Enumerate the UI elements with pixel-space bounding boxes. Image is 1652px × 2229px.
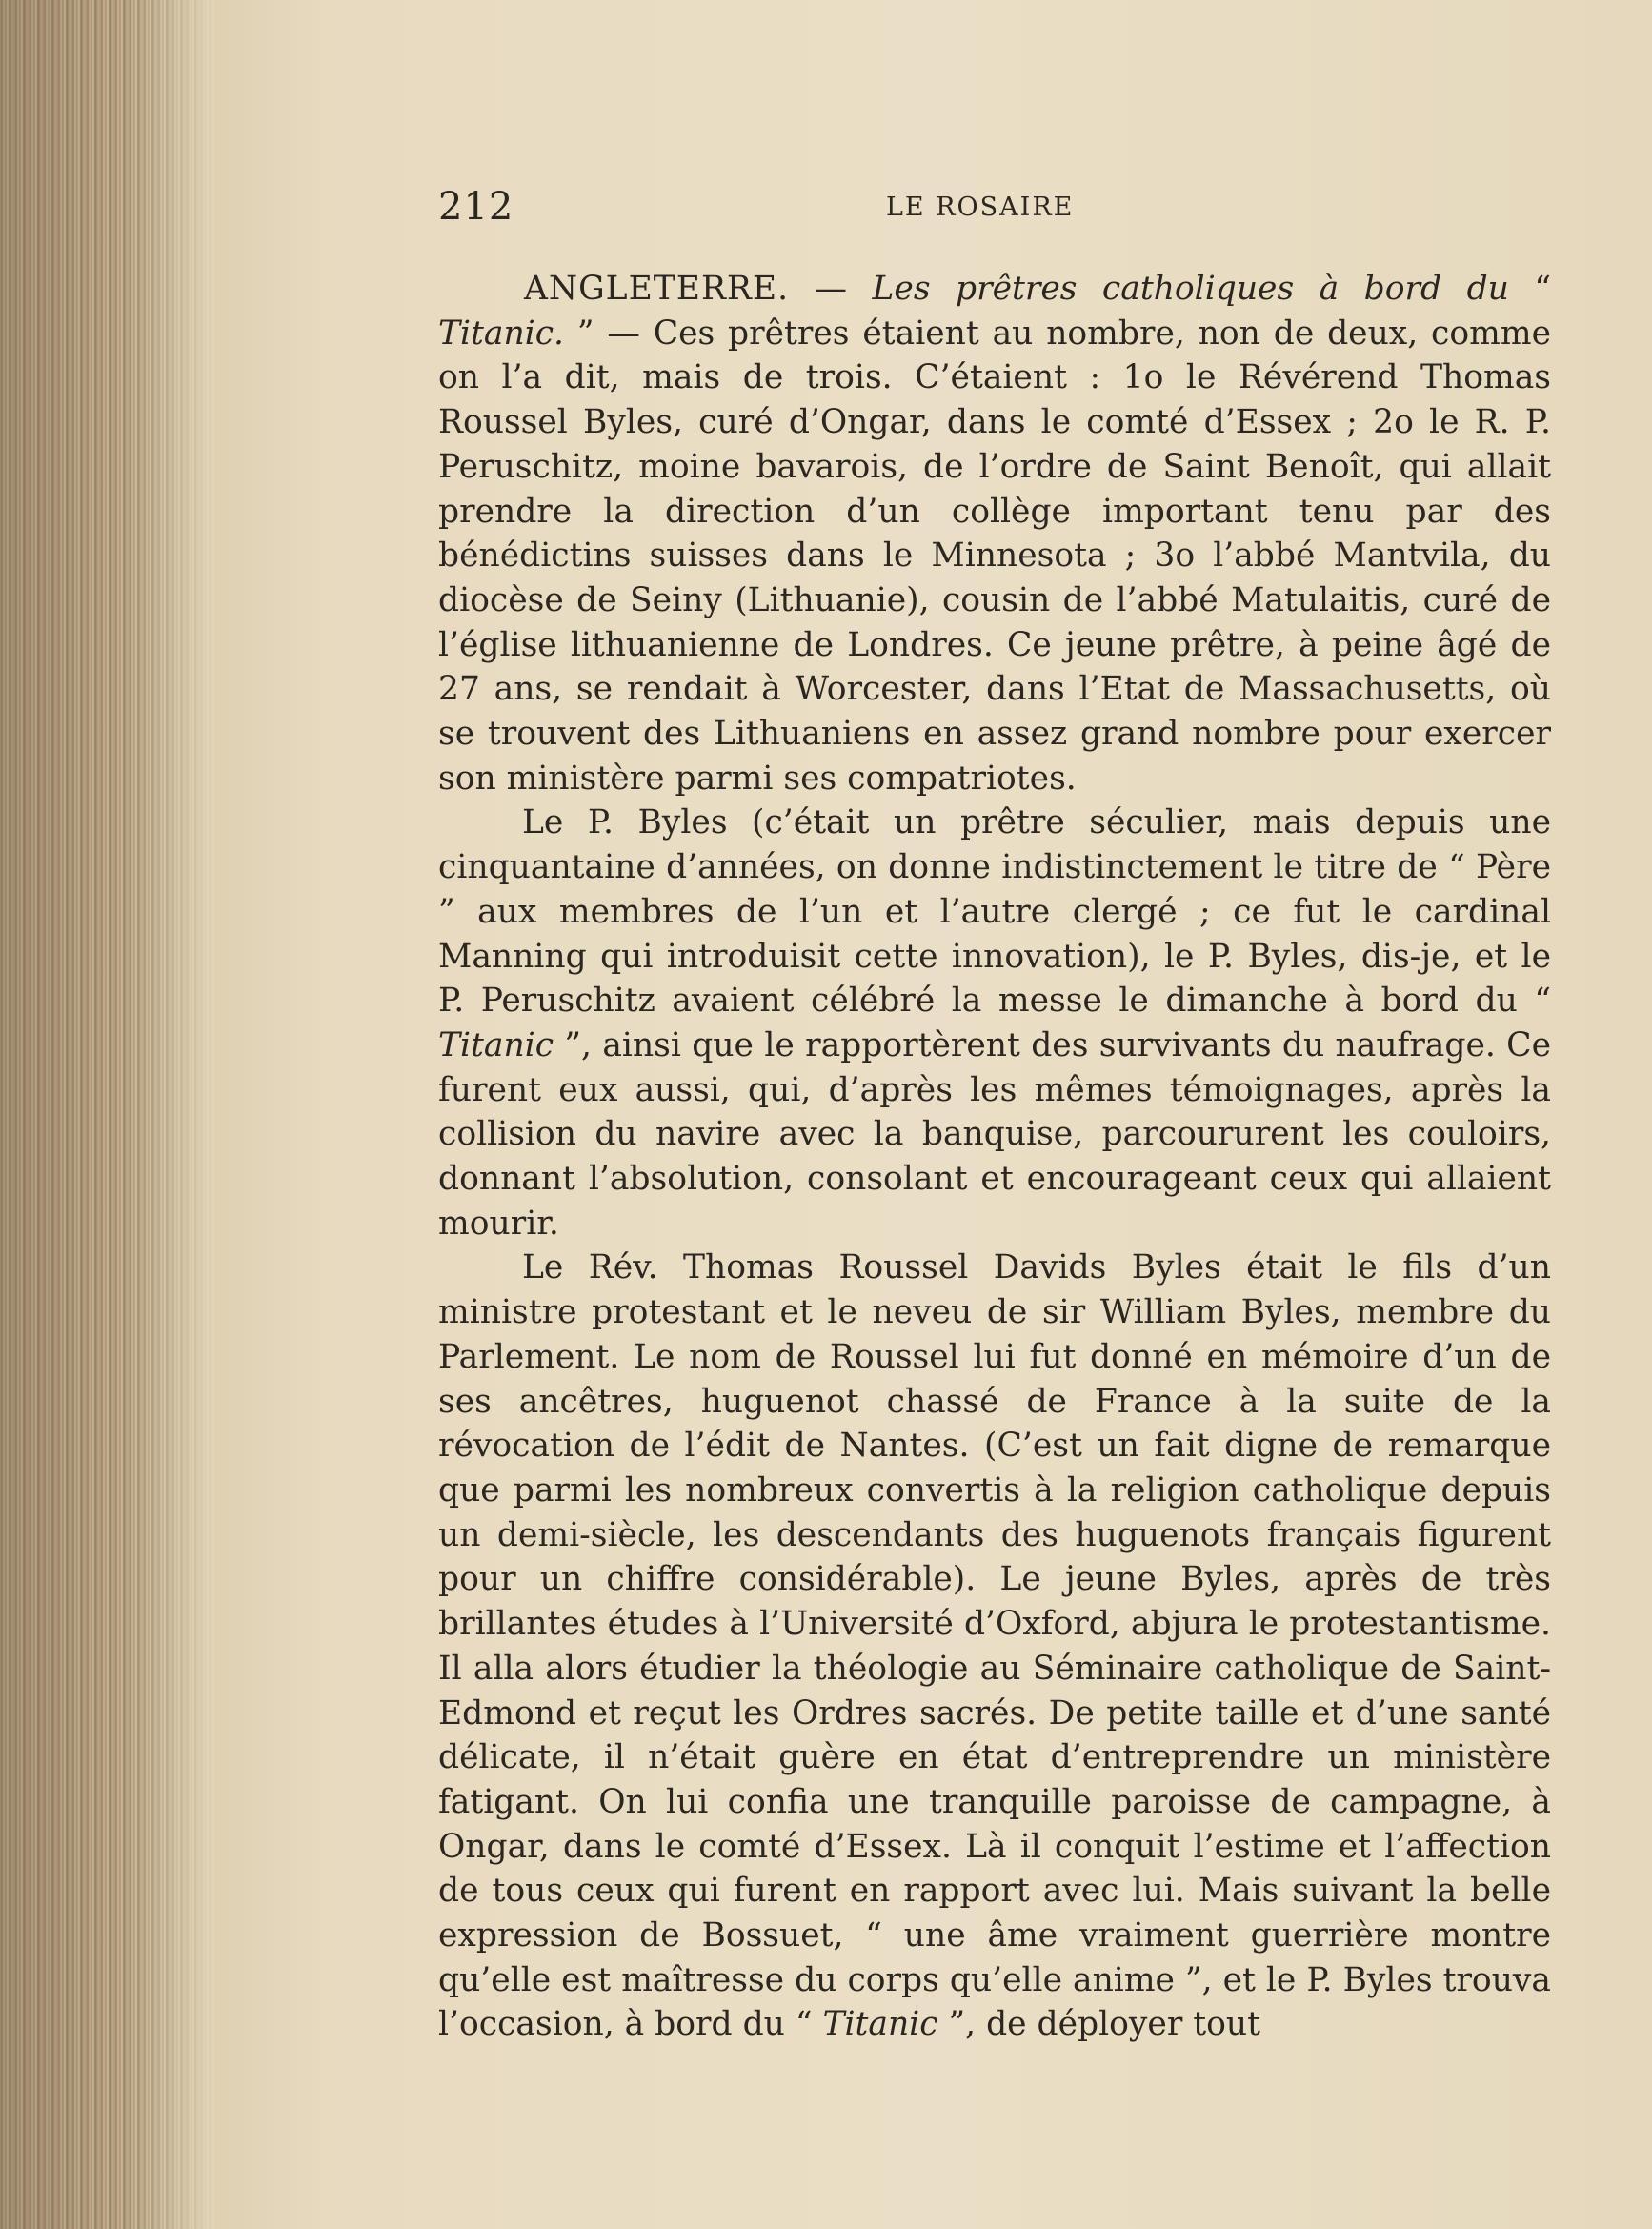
article-title: Les prêtres catholiques à bord du [872,270,1509,308]
gutter-shadow [0,0,214,2229]
running-head [438,185,1551,238]
book-page [438,185,1551,2047]
quote-close: ” [564,314,608,353]
title-dash: — [607,314,654,353]
paragraph-1 [438,267,1551,800]
heading-dash: — [789,270,873,308]
page-number: 212 [438,185,514,229]
running-title: LE ROSAIRE [886,193,1075,222]
article-body [438,267,1551,2047]
paragraph-3-ship: Titanic [822,2005,938,2044]
paragraph-2-text-b: ”, ainsi que le rapportèrent des survivants du naufrage. Ce furent eux aussi, qui, d’après les mêmes témoignages, après la collision du navire avec la banquise, parcoururent les couloirs, donnant l’absolution, consolant et encourageant ceux qui allaient mourir. [438,1025,1551,1243]
paragraph-2-text-a: Le P. Byles (c’était un prêtre séculier, mais depuis une cinquantaine d’années, on donne indistinctement le titre de “ Père ” aux membres de l’un et l’autre clergé ; ce fut le cardinal Manning qui introduisit cette innovation), le P. Byles, dis-je, et le P. Peruschitz avaient célébré la messe le dimanche à bord du “ [438,803,1551,1021]
paragraph-3-text-b: ”, de déployer tout [937,2005,1261,2044]
paragraph-1-text: Ces prêtres étaient au nombre, non de deux, comme on l’a dit, mais de trois. C’étaient : 1o le Révérend Thomas Roussel Byles, curé d’Ongar, dans le comté d’Essex ; 2o le R. P. Peruschitz, moine bavarois, de l’ordre de Saint Benoît, qui allait prendre la direction d’un collège important tenu par des bénédictins suisses dans le Minnesota ; 3o l’abbé Mantvila, du diocèse de Seiny (Lithuanie), cousin de l’abbé Matulaitis, curé de l’église lithuanienne de Londres. Ce jeune prêtre, à peine âgé de 27 ans, se rendait à Worcester, dans l’Etat de Massachusetts, où se trouvent des Lithuaniens en assez grand nombre pour exercer son ministère parmi ses compatriotes. [438,314,1551,798]
ship-name: Titanic. [438,314,565,353]
paragraph-3 [438,1246,1551,2047]
section-heading: ANGLETERRE. [524,270,790,308]
quote-open: “ [1508,270,1551,308]
paragraph-2 [438,800,1551,1246]
paragraph-3-text-a: Le Rév. Thomas Roussel Davids Byles était le fils d’un ministre protestant et le neveu de sir William Byles, membre du Parlement. Le nom de Roussel lui fut donné en mémoire d’un de ses ancêtres, huguenot chassé de France à la suite de la révocation de l’édit de Nantes. (C’est un fait digne de remarque que parmi les nombreux convertis à la religion catholique depuis un demi-siècle, les descendants des huguenots français figurent pour un chiffre considérable). Le jeune Byles, après de très brillantes études à l’Université d’Oxford, abjura le protestantisme. Il alla alors étudier la théologie au Séminaire catholique de Saint-Edmond et reçut les Ordres sacrés. De petite taille et d’une santé délicate, il n’était guère en état d’entreprendre un ministère fatigant. On lui confia une tranquille paroisse de campagne, à Ongar, dans le comté d’Essex. Là il conquit l’estime et l’affection de tous ceux qui furent en rapport avec lui. Mais suivant la belle expression de Bossuet, “ une âme vraiment guerrière montre qu’elle est maîtresse du corps qu’elle anime ”, et le P. Byles trouva l’occasion, à bord du “ [438,1248,1551,2044]
paragraph-2-ship: Titanic [438,1025,554,1064]
